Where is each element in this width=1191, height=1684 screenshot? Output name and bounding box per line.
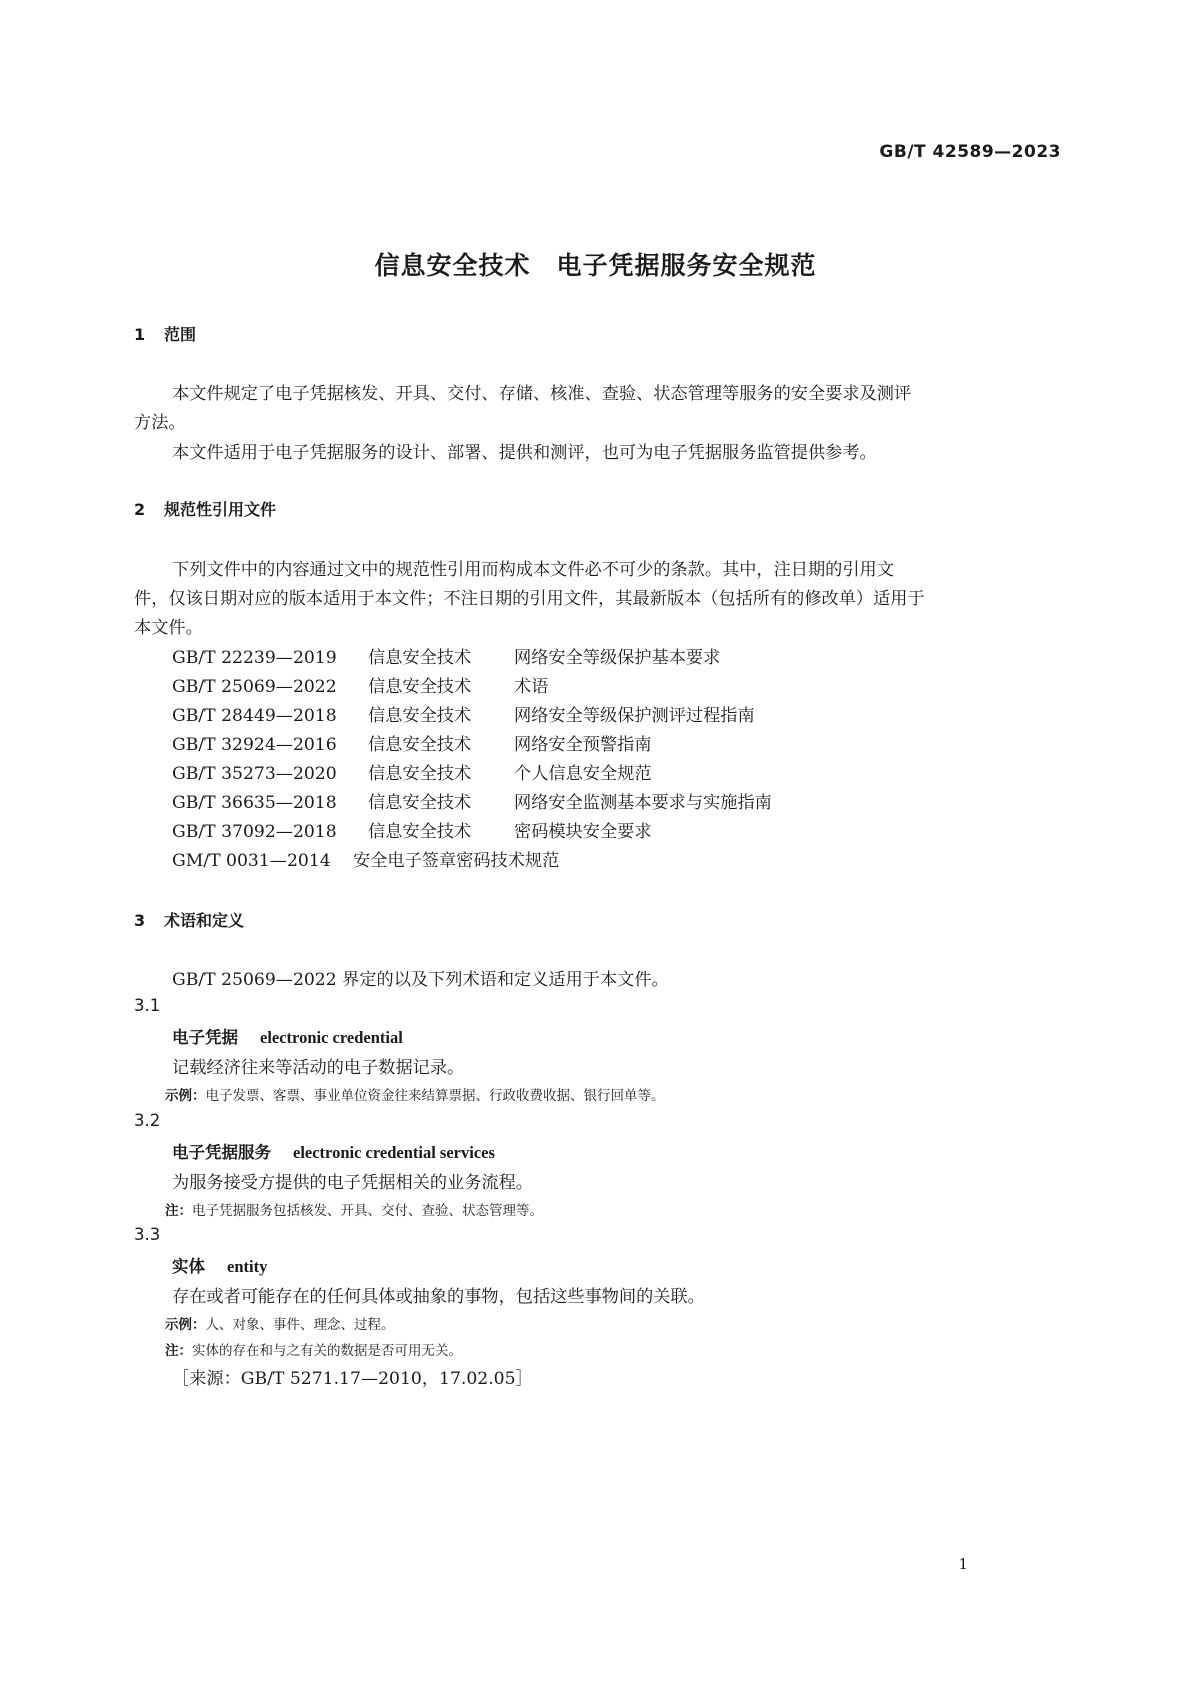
reference-title: 网络安全等级保护测评过程指南 [514,706,755,726]
standard-number: GB/T 42589—2023 [879,142,1061,162]
term-note [165,1199,543,1219]
term-chinese: 实体 [172,1257,205,1276]
term-entry [172,1253,267,1277]
normative-intro-line-2: 件，仅该日期对应的版本适用于本文件；不注日期的引用文件，其最新版本（包括所有的修改单）适用于 [134,589,925,609]
normative-intro-line-1: 下列文件中的内容通过文中的规范性引用而构成本文件必不可少的条款。其中，注日期的引用文 [172,560,894,580]
scope-paragraph-2: 本文件适用于电子凭据服务的设计、部署、提供和测评，也可为电子凭据服务监管提供参考。 [172,443,877,463]
example-text: 人、对象、事件、理念、过程。 [205,1317,395,1333]
reference-item [172,672,548,697]
term-definition: 为服务接受方提供的电子凭据相关的业务流程。 [172,1173,533,1193]
reference-item [172,701,755,726]
reference-title: 网络安全监测基本要求与实施指南 [514,793,772,813]
term-english: electronic credential services [293,1143,495,1162]
reference-code: GB/T 37092—2018 [172,822,337,842]
reference-item [172,730,652,755]
reference-code: GB/T 22239—2019 [172,648,337,668]
reference-title: 个人信息安全规范 [514,764,652,784]
reference-title: 密码模块安全要求 [514,822,652,842]
section-1-heading [134,322,196,345]
terms-intro: GB/T 25069—2022 界定的以及下列术语和定义适用于本文件。 [172,970,669,990]
section-number: 1 [134,325,146,344]
reference-item [172,846,559,871]
example-label: 示例： [165,1317,206,1333]
term-english: entity [227,1257,268,1276]
term-chinese: 电子凭据服务 [172,1143,271,1162]
reference-title-prefix: 信息安全技术 [368,793,472,813]
scope-paragraph-1-line-1: 本文件规定了电子凭据核发、开具、交付、存储、核准、查验、状态管理等服务的安全要求及测评 [172,384,912,404]
reference-item [172,759,652,784]
note-text: 实体的存在和与之有关的数据是否可用无关。 [192,1343,462,1359]
term-chinese: 电子凭据 [172,1028,238,1047]
reference-code: GB/T 35273—2020 [172,764,337,784]
term-english: electronic credential [260,1028,403,1047]
reference-item [172,643,720,668]
scope-paragraph-1-line-2: 方法。 [134,413,186,433]
term-source: ［来源：GB/T 5271.17—2010，17.02.05］ [172,1369,533,1389]
reference-title-prefix: 信息安全技术 [368,735,472,755]
term-example [165,1084,665,1104]
reference-code: GM/T 0031—2014 [172,851,331,871]
reference-title: 术语 [514,677,549,697]
clause-number: 3.3 [134,1225,161,1244]
section-title: 规范性引用文件 [164,500,277,519]
reference-title-prefix: 信息安全技术 [368,822,472,842]
note-label: 注： [165,1343,192,1359]
section-number: 3 [134,911,146,930]
reference-code: GB/T 32924—2016 [172,735,337,755]
section-2-heading [134,497,276,520]
term-definition: 记载经济往来等活动的电子数据记录。 [172,1058,465,1078]
reference-code: GB/T 36635—2018 [172,793,337,813]
reference-title-prefix: 信息安全技术 [368,648,472,668]
clause-number: 3.1 [134,996,161,1015]
section-3-heading [134,908,244,931]
reference-item [172,817,652,842]
term-entry [172,1139,495,1163]
note-text: 电子凭据服务包括核发、开具、交付、查验、状态管理等。 [192,1203,543,1219]
term-note [165,1339,462,1359]
reference-title-prefix: 信息安全技术 [368,706,472,726]
reference-item [172,788,772,813]
term-definition: 存在或者可能存在的任何具体或抽象的事物，包括这些事物间的关联。 [172,1287,705,1307]
term-entry [172,1024,403,1048]
reference-title: 安全电子签章密码技术规范 [353,851,560,871]
reference-code: GB/T 28449—2018 [172,706,337,726]
page-number: 1 [958,1555,968,1573]
reference-title: 网络安全预警指南 [514,735,652,755]
normative-intro-line-3: 本文件。 [134,618,203,638]
example-text: 电子发票、客票、事业单位资金往来结算票据、行政收费收据、银行回单等。 [205,1088,665,1104]
clause-number: 3.2 [134,1111,161,1130]
reference-title-prefix: 信息安全技术 [368,677,472,697]
section-title: 范围 [164,325,197,344]
section-number: 2 [134,500,146,519]
document-title: 信息安全技术 电子凭据服务安全规范 [374,251,817,280]
note-label: 注： [165,1203,192,1219]
example-label: 示例： [165,1088,206,1104]
reference-title: 网络安全等级保护基本要求 [514,648,721,668]
reference-code: GB/T 25069—2022 [172,677,337,697]
section-title: 术语和定义 [164,911,245,930]
reference-title-prefix: 信息安全技术 [368,764,472,784]
term-example [165,1313,395,1333]
